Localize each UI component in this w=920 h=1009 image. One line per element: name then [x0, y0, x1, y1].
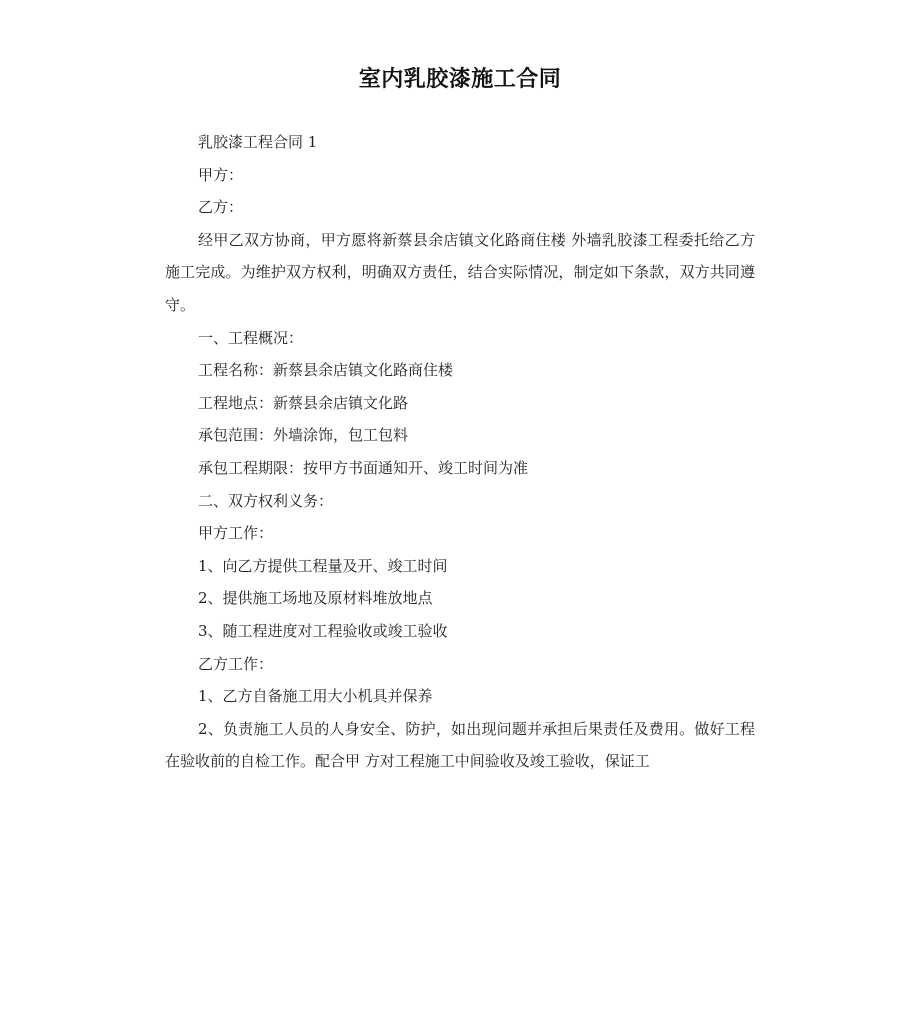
document-body	[165, 126, 755, 778]
party-a-duty-item: 1、向乙方提供工程量及开、竣工时间	[198, 556, 448, 575]
party-b-duties-heading: 乙方工作：	[198, 654, 274, 673]
party-b-duty-item: 2、负责施工人员的人身安全、防护，如出现问题并承担后果责任及费用。做好工程在验收前的自检工作。配合甲 方对工程施工中间验收及竣工验收，保证工	[165, 719, 755, 771]
contract-heading: 乳胶漆工程合同 1	[198, 133, 318, 151]
party-a-duty-item: 3、随工程进度对工程验收或竣工验收	[198, 621, 448, 640]
project-name-line: 工程名称：新蔡县余店镇文化路商住楼	[198, 361, 454, 380]
section-heading-project-overview: 一、工程概况：	[198, 328, 304, 347]
project-location-line: 工程地点：新蔡县余店镇文化路	[198, 393, 409, 412]
party-a-duty-item: 2、提供施工场地及原材料堆放地点	[198, 589, 433, 608]
party-a-duties-heading: 甲方工作：	[198, 524, 274, 543]
preamble-paragraph: 经甲乙双方协商，甲方愿将新蔡县余店镇文化路商住楼 外墙乳胶漆工程委托给乙方施工完成。为维护双方权利，明确双方责任，结合实际情况，制定如下条款，双方共同遵守。	[165, 230, 755, 314]
document-title: 室内乳胶漆施工合同	[358, 67, 562, 92]
contract-scope-line: 承包范围：外墙涂饰，包工包料	[198, 426, 409, 445]
party-b-duty-item: 1、乙方自备施工用大小机具并保养	[198, 687, 433, 706]
party-a-line: 甲方：	[198, 165, 244, 184]
section-heading-rights-obligations: 二、双方权利义务：	[198, 491, 334, 510]
contract-period-line: 承包工程期限：按甲方书面通知开、竣工时间为准	[198, 458, 529, 477]
party-b-line: 乙方：	[198, 198, 244, 217]
